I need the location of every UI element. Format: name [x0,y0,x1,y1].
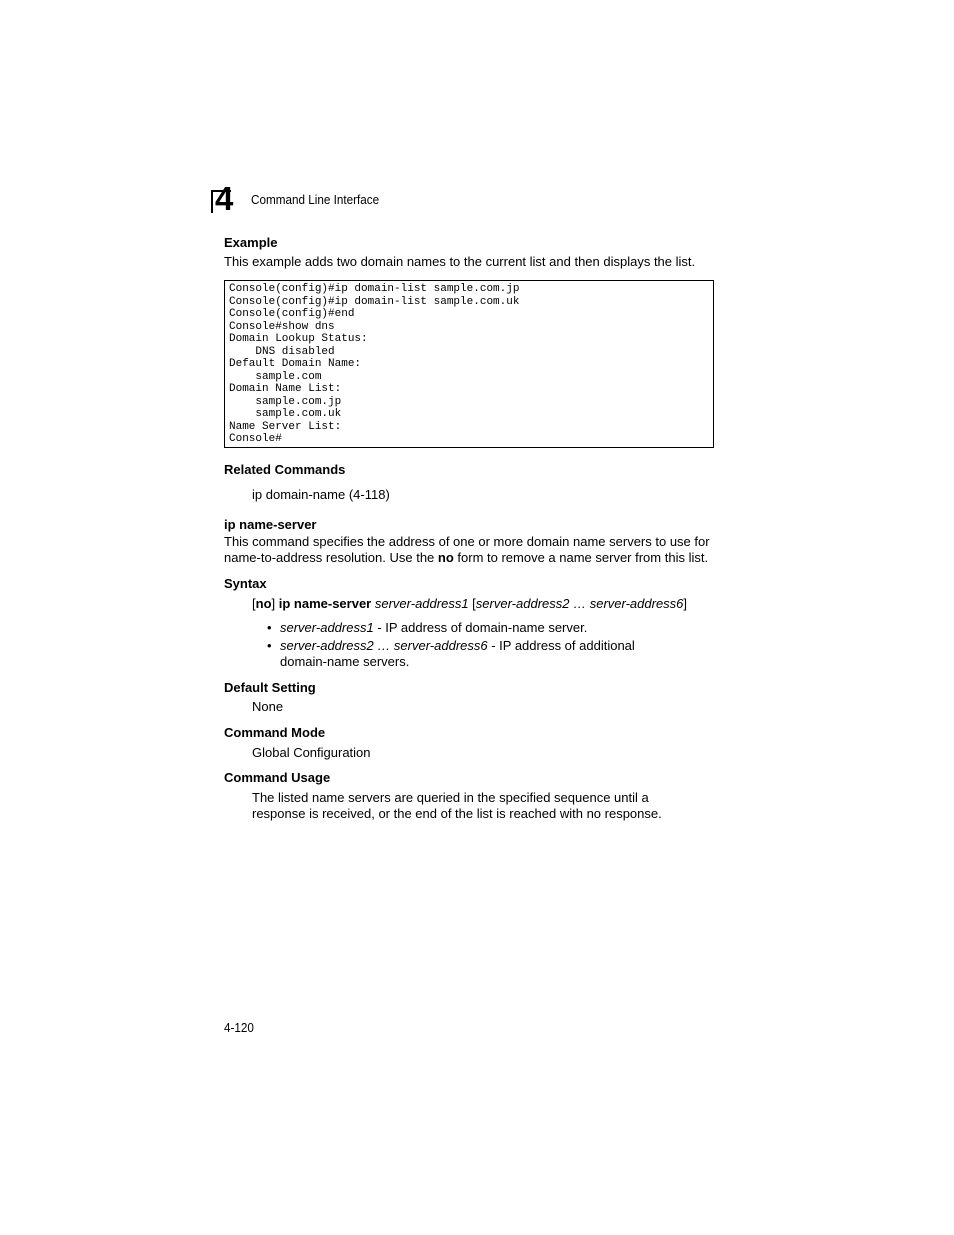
default-setting-heading: Default Setting [224,680,316,695]
bullet-1-marker: • [267,620,272,635]
code-line: Domain Name List: [229,383,342,395]
code-line: Console#show dns [229,320,335,333]
code-example-box [224,280,714,448]
code-line: Console(config)#ip domain-list sample.com.jp [229,283,520,295]
code-line: sample.com [229,370,322,383]
code-line: Console(config)#end [229,308,355,320]
related-command-link: ip domain-name (4-118) [252,487,390,502]
command-usage-line2: response is received, or the end of the list is reached with no response. [252,806,662,821]
command-title: ip name-server [224,517,317,532]
example-heading: Example [224,235,278,250]
command-usage-heading: Command Usage [224,770,331,785]
page-number: 4-120 [224,1020,254,1035]
code-example [229,283,519,446]
command-mode-heading: Command Mode [224,725,326,740]
chapter-number: 4 [215,180,234,217]
code-line: Console(config)#ip domain-list sample.com.uk [229,295,520,308]
command-usage-line1: The listed name servers are queried in the specified sequence until a [252,790,649,805]
bullet-1: server-address1 - IP address of domain-name server. [280,620,588,635]
bullet-2-continuation: domain-name servers. [280,654,410,669]
code-line: Domain Lookup Status: [229,333,368,345]
syntax-line: [no] ip name-server server-address1 [server-address2 … server-address6] [252,596,688,611]
code-line: Name Server List: [229,420,342,433]
bullet-2-marker: • [267,638,272,653]
bullet-2: server-address2 … server-address6 - IP address of additional [280,638,635,653]
command-mode-value: Global Configuration [252,745,371,760]
related-commands-heading: Related Commands [224,462,346,477]
code-line: Default Domain Name: [229,358,362,370]
code-line: sample.com.jp [229,395,342,408]
code-line: Console# [229,433,282,445]
chapter-number-mark [211,180,239,217]
example-description: This example adds two domain names to the current list and then displays the list. [224,254,696,269]
code-line: DNS disabled [229,345,335,358]
command-description-line1: This command specifies the address of one or more domain name servers to use for [224,534,710,549]
code-line: sample.com.uk [229,408,342,420]
command-description-line2: name-to-address resolution. Use the no form to remove a name server from this list. [224,550,709,565]
syntax-heading: Syntax [224,576,267,591]
chapter-title: Command Line Interface [251,192,380,207]
default-setting-value: None [252,699,284,714]
